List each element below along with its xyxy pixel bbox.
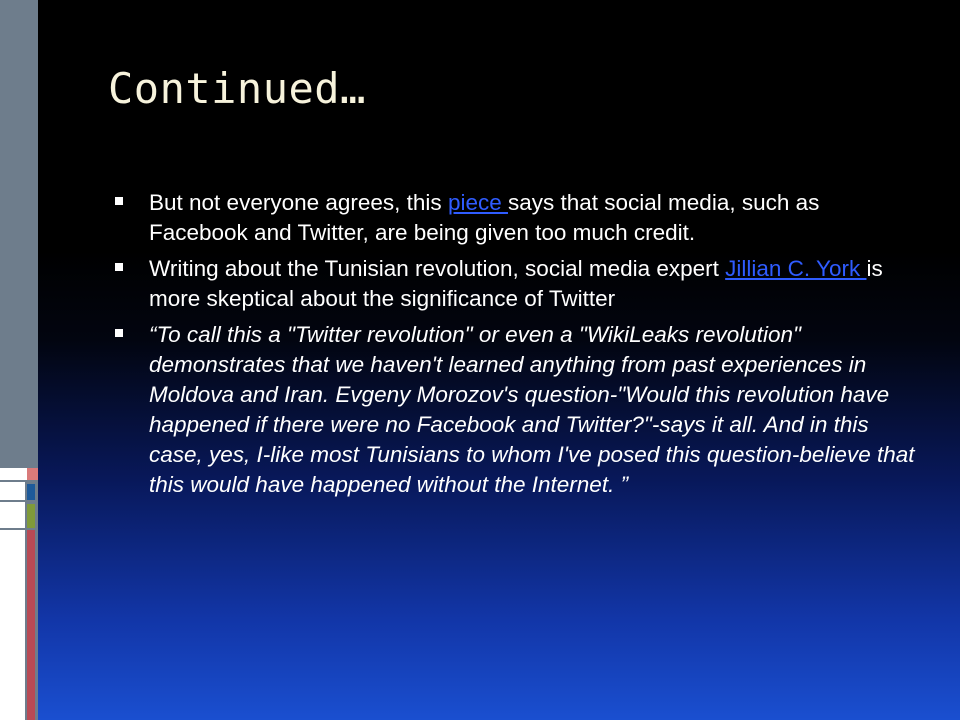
- bullet-item-2: [112, 254, 922, 314]
- square-bullet-icon: [115, 329, 123, 337]
- bullet-2-text-before: Writing about the Tunisian revolution, social media expert: [149, 256, 726, 281]
- slide-title: Continued…: [108, 64, 366, 113]
- bullet-list: [112, 188, 922, 506]
- bullet-1-text-before: But not everyone agrees, this: [149, 190, 448, 215]
- bullet-item-3: [112, 320, 922, 500]
- jillian-york-link[interactable]: Jillian C. York: [725, 256, 867, 281]
- bullet-2-text-after: is more skeptical about the significance of Twitter: [149, 256, 883, 311]
- bullet-item-1: [112, 188, 922, 248]
- square-bullet-icon: [115, 197, 123, 205]
- piece-link[interactable]: piece: [447, 190, 508, 215]
- bullet-1-text-after: says that social media, such as Facebook and Twitter, are being given too much credit.: [149, 190, 820, 245]
- rail-decoration: [0, 0, 38, 720]
- square-bullet-icon: [115, 263, 123, 271]
- quote-text: “To call this a "Twitter revolution" or even a "WikiLeaks revolution" demonstrates that we haven't learned anything from past experiences in Moldova and Iran. Evgeny Morozov's question-"Would this revolution have happened if there were no Facebook and Twitter?"-says it all. And in this case, yes, I-like most Tunisians to whom I've posed this question-believe that this would have happened without the Internet. ”: [149, 322, 915, 497]
